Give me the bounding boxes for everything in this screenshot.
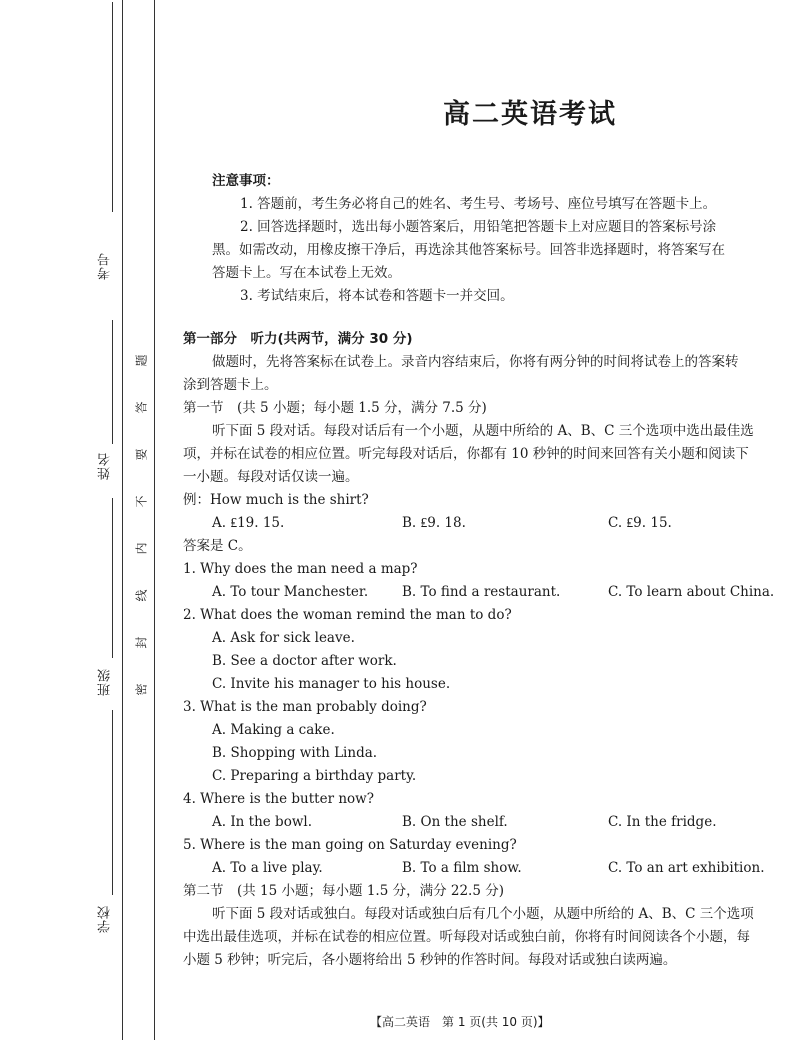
section1-heading: 第一节 (共 5 小题；每小题 1.5 分，满分 7.5 分) xyxy=(183,400,487,416)
exam-number-underline xyxy=(112,2,113,212)
seal-char-8: 密 xyxy=(134,683,149,696)
seal-char-4: 不 xyxy=(134,495,149,508)
binding-line-inner xyxy=(154,0,155,1040)
section1-intro-line-3: 一小题。每段对话仅读一遍。 xyxy=(183,469,359,485)
q2-option-a[interactable]: A. Ask for sick leave. xyxy=(212,630,355,646)
example-answer: 答案是 C。 xyxy=(183,538,252,554)
part1-heading: 第一部分 听力(共两节，满分 30 分) xyxy=(183,331,413,347)
notice-item-2-line-1: 2. 回答选择题时，选出每小题答案后，用铅笔把答题卡上对应题目的答案标号涂 xyxy=(240,219,717,235)
exam-number-label: 考号 xyxy=(98,252,113,280)
q4-option-b[interactable]: B. On the shelf. xyxy=(402,814,508,830)
notice-item-1: 1. 答题前，考生务必将自己的姓名、考生号、考场号、座位号填写在答题卡上。 xyxy=(240,196,717,212)
q1-option-b[interactable]: B. To find a restaurant. xyxy=(402,584,561,600)
name-underline xyxy=(112,320,113,444)
question-3: 3. What is the man probably doing? xyxy=(183,699,427,715)
class-label: 班级 xyxy=(98,668,113,696)
seal-char-5: 内 xyxy=(134,542,149,555)
school-underline xyxy=(112,710,113,895)
q2-option-c[interactable]: C. Invite his manager to his house. xyxy=(212,676,451,692)
page-footer: 【高二英语 第 1 页(共 10 页)】 xyxy=(370,1015,550,1029)
seal-char-6: 线 xyxy=(134,589,149,602)
q4-option-c[interactable]: C. In the fridge. xyxy=(608,814,717,830)
question-2: 2. What does the woman remind the man to do? xyxy=(183,607,512,623)
section2-intro-line-1: 听下面 5 段对话或独白。每段对话或独白后有几个小题，从题中所给的 A、B、C 三个选项 xyxy=(212,906,754,922)
q3-option-b[interactable]: B. Shopping with Linda. xyxy=(212,745,378,761)
q2-option-b[interactable]: B. See a doctor after work. xyxy=(212,653,397,669)
page-title: 高二英语考试 xyxy=(443,99,617,130)
example-option-a[interactable]: A. ₤19. 15. xyxy=(212,515,285,531)
seal-char-7: 封 xyxy=(134,636,149,649)
section2-intro-line-2: 中选出最佳选项，并标在试卷的相应位置。听每段对话或独白前，你将有时间阅读各个小题，每 xyxy=(183,929,750,945)
q3-option-a[interactable]: A. Making a cake. xyxy=(212,722,335,738)
q5-option-c[interactable]: C. To an art exhibition. xyxy=(608,860,765,876)
notice-heading: 注意事项： xyxy=(212,173,280,189)
part1-intro-line-2: 涂到答题卡上。 xyxy=(183,377,278,393)
example-option-c[interactable]: C. ₤9. 15. xyxy=(608,515,672,531)
section1-intro-line-1: 听下面 5 段对话。每段对话后有一个小题，从题中所给的 A、B、C 三个选项中选出最佳选 xyxy=(212,423,754,439)
question-1: 1. Why does the man need a map? xyxy=(183,561,418,577)
notice-item-2-line-2: 黑。如需改动，用橡皮擦干净后，再选涂其他答案标号。回答非选择题时，将答案写在 xyxy=(212,242,725,258)
seal-char-1: 题 xyxy=(134,354,149,367)
seal-char-3: 要 xyxy=(134,448,149,461)
class-underline xyxy=(112,498,113,658)
q3-option-c[interactable]: C. Preparing a birthday party. xyxy=(212,768,417,784)
notice-item-2-line-3: 答题卡上。写在本试卷上无效。 xyxy=(212,265,401,281)
part1-intro-line-1: 做题时，先将答案标在试卷上。录音内容结束后，你将有两分钟的时间将试卷上的答案转 xyxy=(212,354,739,370)
name-label: 姓名 xyxy=(98,452,113,480)
q1-option-a[interactable]: A. To tour Manchester. xyxy=(212,584,369,600)
section2-heading: 第二节 (共 15 小题；每小题 1.5 分，满分 22.5 分) xyxy=(183,883,504,899)
example-option-b[interactable]: B. ₤9. 18. xyxy=(402,515,466,531)
question-5: 5. Where is the man going on Saturday evening? xyxy=(183,837,517,853)
section2-intro-line-3: 小题 5 秒钟；听完后，各小题将给出 5 秒钟的作答时间。每段对话或独白读两遍。 xyxy=(183,952,677,968)
q5-option-b[interactable]: B. To a film show. xyxy=(402,860,522,876)
notice-item-3: 3. 考试结束后，将本试卷和答题卡一并交回。 xyxy=(240,288,514,304)
section1-intro-line-2: 项，并标在试卷的相应位置。听完每段对话后，你都有 10 秒钟的时间来回答有关小题和阅读下 xyxy=(183,446,749,462)
question-4: 4. Where is the butter now? xyxy=(183,791,374,807)
q4-option-a[interactable]: A. In the bowl. xyxy=(212,814,312,830)
q1-option-c[interactable]: C. To learn about China. xyxy=(608,584,775,600)
school-label: 学校 xyxy=(98,905,113,933)
q5-option-a[interactable]: A. To a live play. xyxy=(212,860,323,876)
binding-line-outer xyxy=(122,0,123,1040)
example-question: 例：How much is the shirt? xyxy=(183,492,369,508)
seal-char-2: 答 xyxy=(134,401,149,414)
